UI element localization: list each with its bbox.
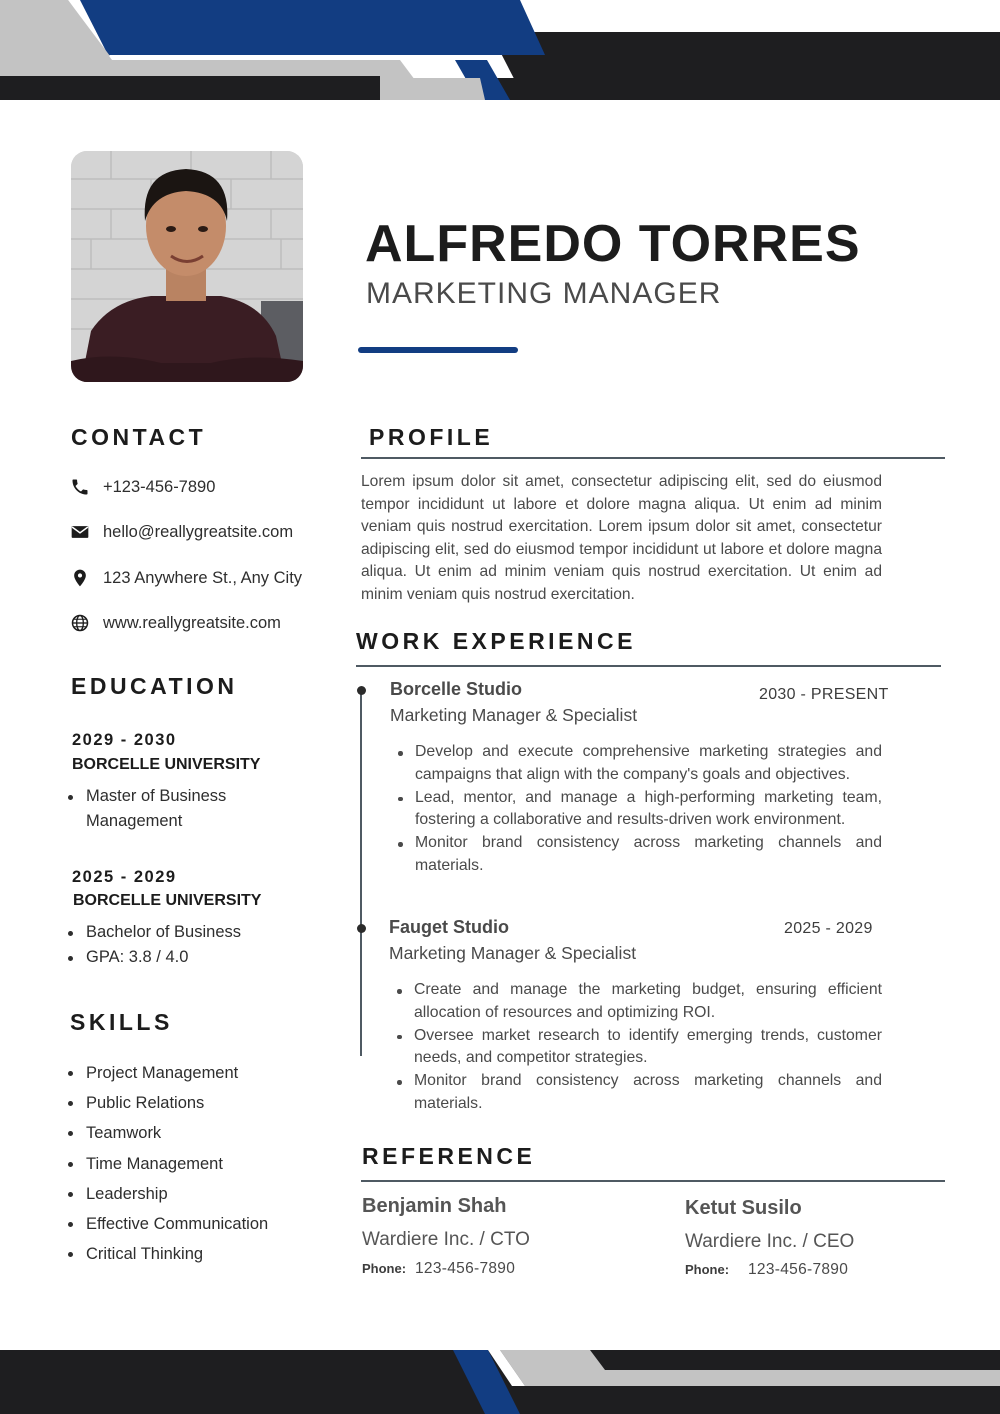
job-bullet: Lead, mentor, and manage a high-performing marketing team, fostering a collaborative and results-driven work environment. <box>396 787 882 833</box>
contact-phone <box>70 474 216 500</box>
contact-website <box>70 610 281 636</box>
job-bullet: Create and manage the marketing budget, ensuring efficient allocation of resources and optimizing ROI. <box>395 979 882 1025</box>
candidate-title: MARKETING MANAGER <box>366 277 722 310</box>
skill-item: Critical Thinking <box>66 1239 326 1269</box>
skill-item: Effective Communication <box>66 1209 326 1239</box>
profile-text: Lorem ipsum dolor sit amet, consectetur adipiscing elit, sed do eiusmod tempor incididunt ut labore et dolore magna aliqua. Ut enim ad minim veniam quis nostrud exercitation. Lorem ipsum dolor sit amet, consectetur adipiscing elit, sed do eiusmod tempor incididunt ut labore et dolore magna aliqua. Ut enim ad minim veniam quis nostrud exercitation. Ut enim ad minim veniam quis nostrud exercitation. <box>361 473 882 603</box>
work-rule <box>356 665 941 667</box>
accent-rule <box>358 347 518 353</box>
profile-photo <box>71 151 303 382</box>
job-bullet: Oversee market research to identify emerging trends, customer needs, and competitor strategies. <box>395 1025 882 1071</box>
job-bullets <box>396 741 882 878</box>
education-years: 2025 - 2029 <box>72 868 177 886</box>
reference-rule <box>361 1180 945 1182</box>
reference-phone-label: Phone: <box>685 1262 730 1277</box>
reference-name: Benjamin Shah <box>362 1195 507 1217</box>
job-bullets <box>395 979 882 1116</box>
skill-item: Teamwork <box>66 1118 326 1148</box>
candidate-name: ALFREDO TORRES <box>365 215 861 273</box>
education-heading: EDUCATION <box>71 673 238 699</box>
education-detail: GPA: 3.8 / 4.0 <box>66 945 296 970</box>
job-company: Fauget Studio <box>389 917 509 937</box>
location-pin-icon <box>70 568 90 588</box>
contact-address <box>70 565 303 591</box>
job-bullet: Monitor brand consistency across marketing channels and materials. <box>396 832 882 878</box>
footer-decoration <box>0 1350 1000 1414</box>
job-role: Marketing Manager & Specialist <box>390 705 638 725</box>
reference-company: Wardiere Inc. / CEO <box>685 1231 855 1252</box>
education-years: 2029 - 2030 <box>72 731 177 749</box>
contact-email-text: hello@reallygreatsite.com <box>103 522 294 541</box>
reference-company: Wardiere Inc. / CTO <box>362 1229 530 1250</box>
timeline-dot <box>357 924 366 933</box>
job-bullet: Develop and execute comprehensive marketing strategies and campaigns that align with the company's goals and objectives. <box>396 741 882 787</box>
job-dates: 2025 - 2029 <box>784 920 873 937</box>
education-details <box>66 784 266 834</box>
header-decoration <box>0 0 1000 100</box>
education-detail: Master of Business Management <box>66 784 266 834</box>
timeline-dot <box>357 686 366 695</box>
skill-item: Leadership <box>66 1179 326 1209</box>
globe-icon <box>70 613 90 633</box>
profile-heading: PROFILE <box>369 424 494 450</box>
work-heading: WORK EXPERIENCE <box>356 628 636 654</box>
job-company: Borcelle Studio <box>390 679 523 699</box>
education-details <box>66 920 296 970</box>
mail-icon <box>70 522 90 542</box>
timeline-line <box>360 690 362 1056</box>
contact-email <box>70 519 294 545</box>
skills-list <box>66 1058 326 1269</box>
skill-item: Public Relations <box>66 1088 326 1118</box>
contact-heading: CONTACT <box>71 424 207 450</box>
profile-rule <box>361 457 945 459</box>
job-role: Marketing Manager & Specialist <box>389 943 637 963</box>
reference-phone: 123-456-7890 <box>415 1260 516 1277</box>
education-school: BORCELLE UNIVERSITY <box>73 892 262 909</box>
skills-heading: SKILLS <box>70 1009 173 1035</box>
reference-name: Ketut Susilo <box>685 1197 802 1219</box>
education-school: BORCELLE UNIVERSITY <box>72 756 261 773</box>
skill-item: Time Management <box>66 1149 326 1179</box>
job-dates: 2030 - PRESENT <box>759 686 889 703</box>
contact-phone-text: +123-456-7890 <box>103 477 216 496</box>
phone-icon <box>70 477 90 497</box>
job-bullet: Monitor brand consistency across marketing channels and materials. <box>395 1070 882 1116</box>
reference-heading: REFERENCE <box>362 1143 536 1169</box>
contact-address-text: 123 Anywhere St., Any City <box>103 568 303 587</box>
contact-website-text: www.reallygreatsite.com <box>103 613 281 632</box>
education-detail: Bachelor of Business <box>66 920 296 945</box>
reference-phone-label: Phone: <box>362 1261 407 1276</box>
reference-phone: 123-456-7890 <box>748 1261 849 1278</box>
skill-item: Project Management <box>66 1058 326 1088</box>
